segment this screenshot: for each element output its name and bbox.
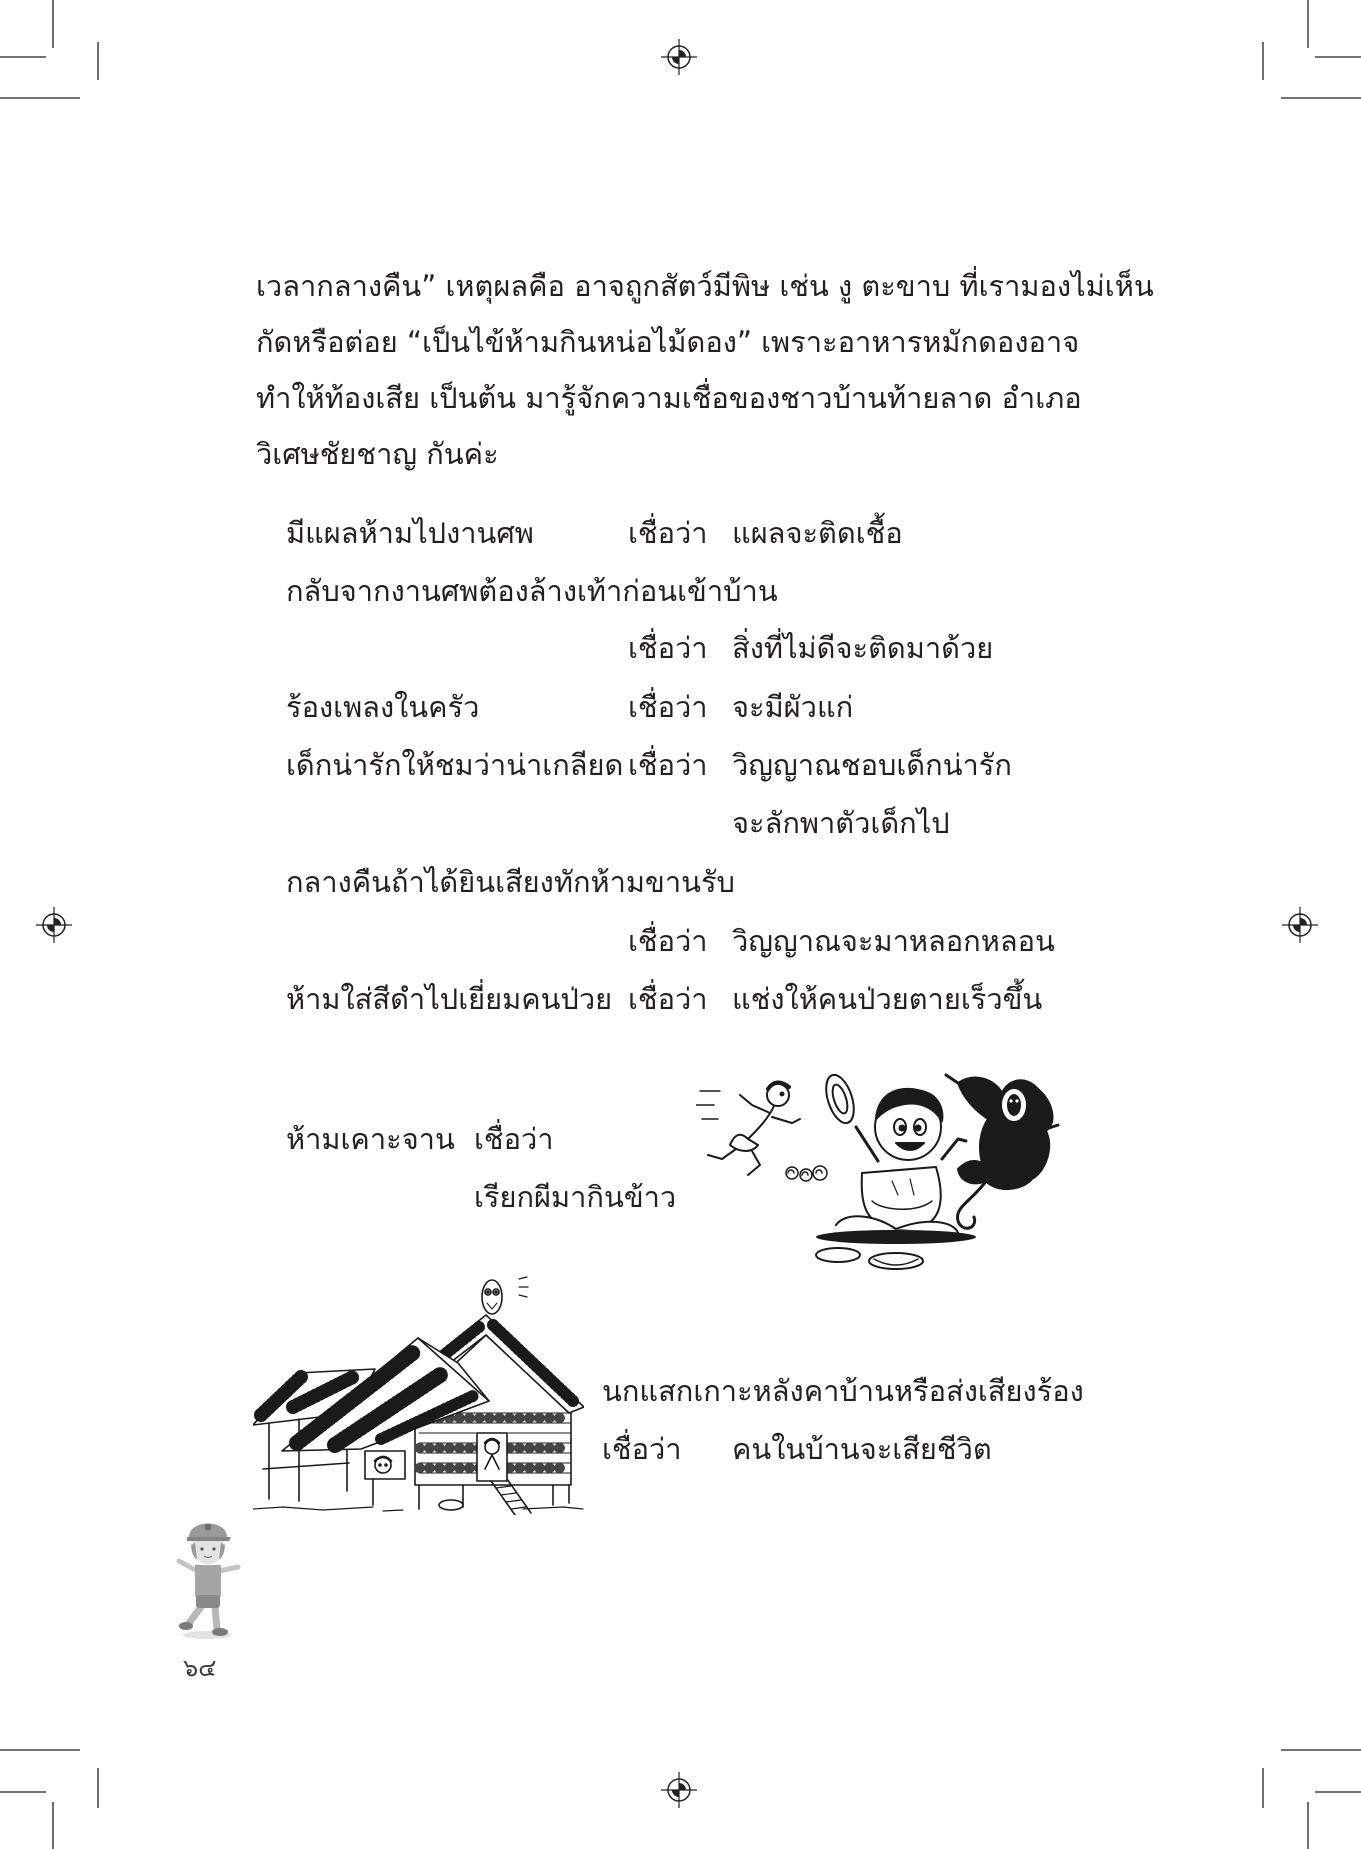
paragraph-line: กัดหรือต่อย “เป็นไข้ห้ามกินหน่อไม้ดอง” เพราะอาหารหมักดองอาจ (256, 325, 1080, 359)
belief-subject: เด็กน่ารักให้ชมว่าน่าเกลียด (286, 748, 624, 782)
door-with-person (477, 1433, 507, 1481)
belief-label: เชื่อว่า (628, 982, 708, 1016)
paragraph-line: เวลากลางคืน” เหตุผลคือ อาจถูกสัตว์มีพิษ เช่น งู ตะขาบ ที่เรามองไม่เห็น (256, 269, 1154, 303)
belief-meaning: คนในบ้านจะเสียชีวิต (732, 1432, 992, 1466)
belief-meaning: แผลจะติดเชื้อ (732, 516, 903, 550)
belief-label: เชื่อว่า (602, 1432, 682, 1466)
belief-subject: มีแผลห้ามไปงานศพ (286, 516, 534, 550)
belief-subject: ห้ามเคาะจาน (286, 1122, 455, 1156)
belief-label: เชื่อว่า (628, 748, 708, 782)
belief-meaning: จะมีผัวแก่ (732, 690, 854, 724)
floor-plate (816, 1248, 860, 1262)
registration-mark-icon (36, 907, 72, 943)
belief-label: เชื่อว่า (628, 516, 708, 550)
belief-subject: ร้องเพลงในครัว (286, 690, 480, 724)
belief-meaning: วิญญาณจะมาหลอกหลอน (732, 924, 1055, 958)
registration-mark-icon (1282, 907, 1318, 943)
window-with-face (365, 1451, 405, 1479)
page-number: ๖๔ (183, 1654, 217, 1682)
thatched-house-illustration (253, 1273, 584, 1515)
belief-meaning: เรียกผีมากินข้าว (474, 1180, 677, 1214)
belief-label: เชื่อว่า (628, 924, 708, 958)
paragraph-line: วิเศษชัยชาญ กันค่ะ (256, 437, 499, 471)
belief-subject: กลับจากงานศพต้องล้างเท้าก่อนเข้าบ้าน (286, 574, 778, 608)
belief-label: เชื่อว่า (628, 690, 708, 724)
boy-figure (836, 1089, 966, 1233)
belief-meaning: แช่งให้คนป่วยตายเร็วขึ้น (732, 982, 1043, 1016)
water-pot (439, 1500, 463, 1510)
belief-subject: ห้ามใส่สีดำไปเยี่ยมคนป่วย (286, 982, 613, 1016)
belief-meaning: จะลักพาตัวเด็กไป (732, 806, 950, 840)
dust-puffs (786, 1166, 827, 1181)
belief-label: เชื่อว่า (474, 1122, 554, 1156)
belief-label: เชื่อว่า (628, 631, 708, 665)
registration-mark-icon (661, 1772, 697, 1808)
owl-figure (482, 1277, 528, 1314)
belief-subject: นกแสกเกาะหลังคาบ้านหรือส่งเสียงร้อง (602, 1374, 1084, 1408)
fleeing-man-figure (696, 1082, 800, 1175)
ground-lines (253, 1507, 583, 1511)
belief-meaning: วิญญาณชอบเด็กน่ารัก (732, 748, 1012, 782)
registration-mark-icon (661, 39, 697, 75)
belief-meaning: สิ่งที่ไม่ดีจะติดมาด้วย (732, 631, 994, 665)
plate-banging-illustration (696, 1061, 1061, 1273)
raised-plate (821, 1072, 859, 1127)
ghost-monkey-figure (946, 1075, 1058, 1228)
belief-subject: กลางคืนถ้าได้ยินเสียงทักห้ามขานรับ (286, 865, 735, 899)
paragraph-line: ทำให้ท้องเสีย เป็นต้น มารู้จักความเชื่อของชาวบ้านท้ายลาด อำเภอ (256, 381, 1082, 415)
ground-shadow (816, 1230, 976, 1244)
kid-mascot-icon (175, 1509, 242, 1639)
